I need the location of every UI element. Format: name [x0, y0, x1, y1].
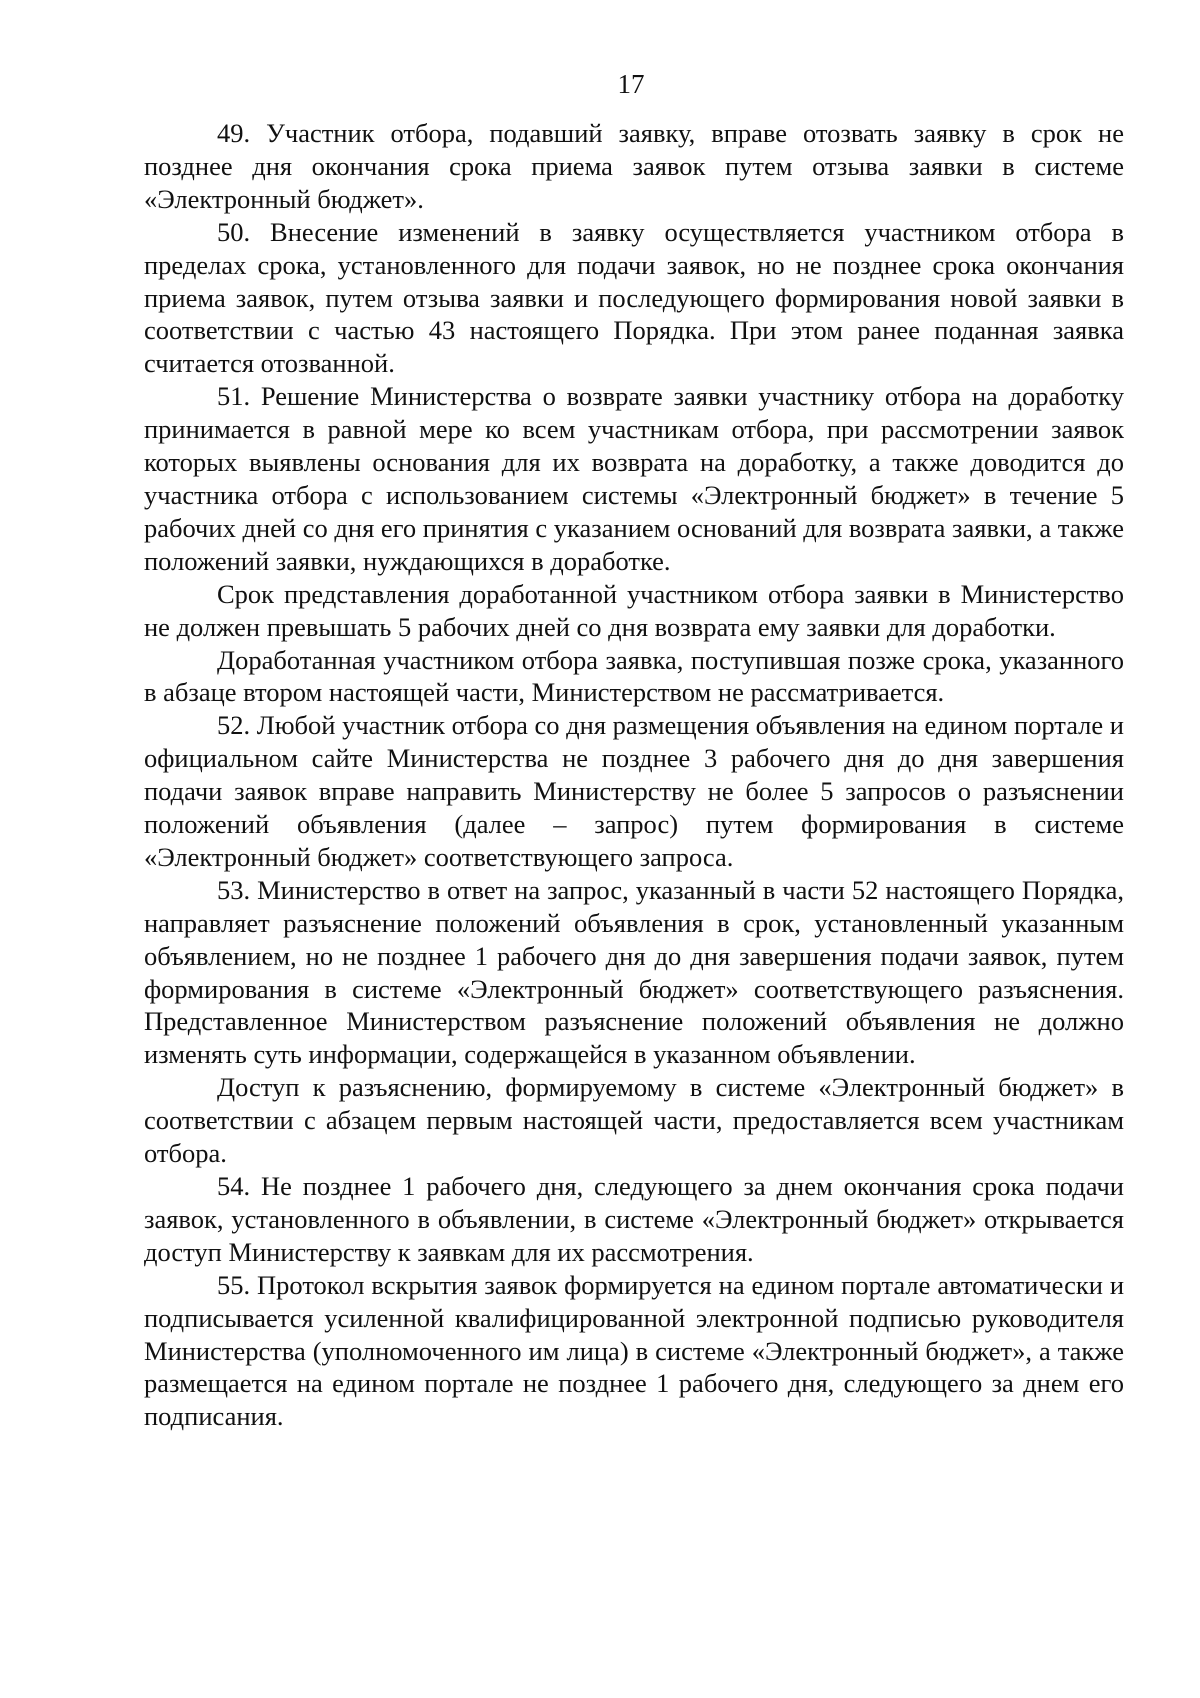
paragraph-55: 55. Протокол вскрытия заявок формируется на едином портале автоматически и подписывается усиленной квалифицированной электронной подписью руководителя Министерства (уполномоченного им лица) в системе «Электронный бюджет», а также размещается на едином портале не позднее 1 рабочего дня, следующего за днем его подписания. [144, 1269, 1124, 1432]
paragraph-50: 50. Внесение изменений в заявку осуществляется участником отбора в пределах срока, установленного для подачи заявок, но не позднее срока окончания приема заявок, путем отзыва заявки и последующего формирования новой заявки в соответствии с частью 43 настоящего Порядка. При этом ранее поданная заявка считается отозванной. [144, 216, 1124, 379]
paragraph-49: 49. Участник отбора, подавший заявку, вправе отозвать заявку в срок не позднее дня окончания срока приема заявок путем отзыва заявки в системе «Электронный бюджет». [144, 118, 1124, 214]
paragraph-51-late-submission: Доработанная участником отбора заявка, поступившая позже срока, указанного в абзаце втором настоящей части, Министерством не рассматривается. [144, 644, 1124, 708]
paragraph-53: 53. Министерство в ответ на запрос, указанный в части 52 настоящего Порядка, направляет разъяснение положений объявления в срок, установленный указанным объявлением, но не позднее 1 рабочего дня до дня завершения подачи заявок, путем формирования в системе «Электронный бюджет» соответствующего разъяснения. Представленное Министерством разъяснение положений объявления не должно изменять суть информации, содержащейся в указанном объявлении. [144, 874, 1124, 1070]
paragraph-54: 54. Не позднее 1 рабочего дня, следующего за днем окончания срока подачи заявок, установленного в объявлении, в системе «Электронный бюджет» открывается доступ Министерству к заявкам для их рассмотрения. [144, 1171, 1124, 1267]
page-number: 17 [617, 69, 645, 99]
document-body [144, 117, 1124, 1433]
paragraph-53-access: Доступ к разъяснению, формируемому в системе «Электронный бюджет» в соответствии с абзацем первым настоящей части, предоставляется всем участникам отбора. [144, 1072, 1124, 1169]
paragraph-51-deadline: Срок представления доработанной участником отбора заявки в Министерство не должен превышать 5 рабочих дней со дня возврата ему заявки для доработки. [144, 578, 1124, 642]
paragraph-51: 51. Решение Министерства о возврате заявки участнику отбора на доработку принимается в равной мере ко всем участникам отбора, при рассмотрении заявок которых выявлены основания для их возврата на доработку, а также доводится до участника отбора с использованием системы «Электронный бюджет» в течение 5 рабочих дней со дня его принятия с указанием оснований для возврата заявки, а также положений заявки, нуждающихся в доработке. [144, 381, 1124, 576]
paragraph-52: 52. Любой участник отбора со дня размещения объявления на едином портале и официальном сайте Министерства не позднее 3 рабочего дня до дня завершения подачи заявок вправе направить Министерству не более 5 запросов о разъяснении положений объявления (далее – запрос) путем формирования в системе «Электронный бюджет» соответствующего запроса. [144, 710, 1124, 872]
